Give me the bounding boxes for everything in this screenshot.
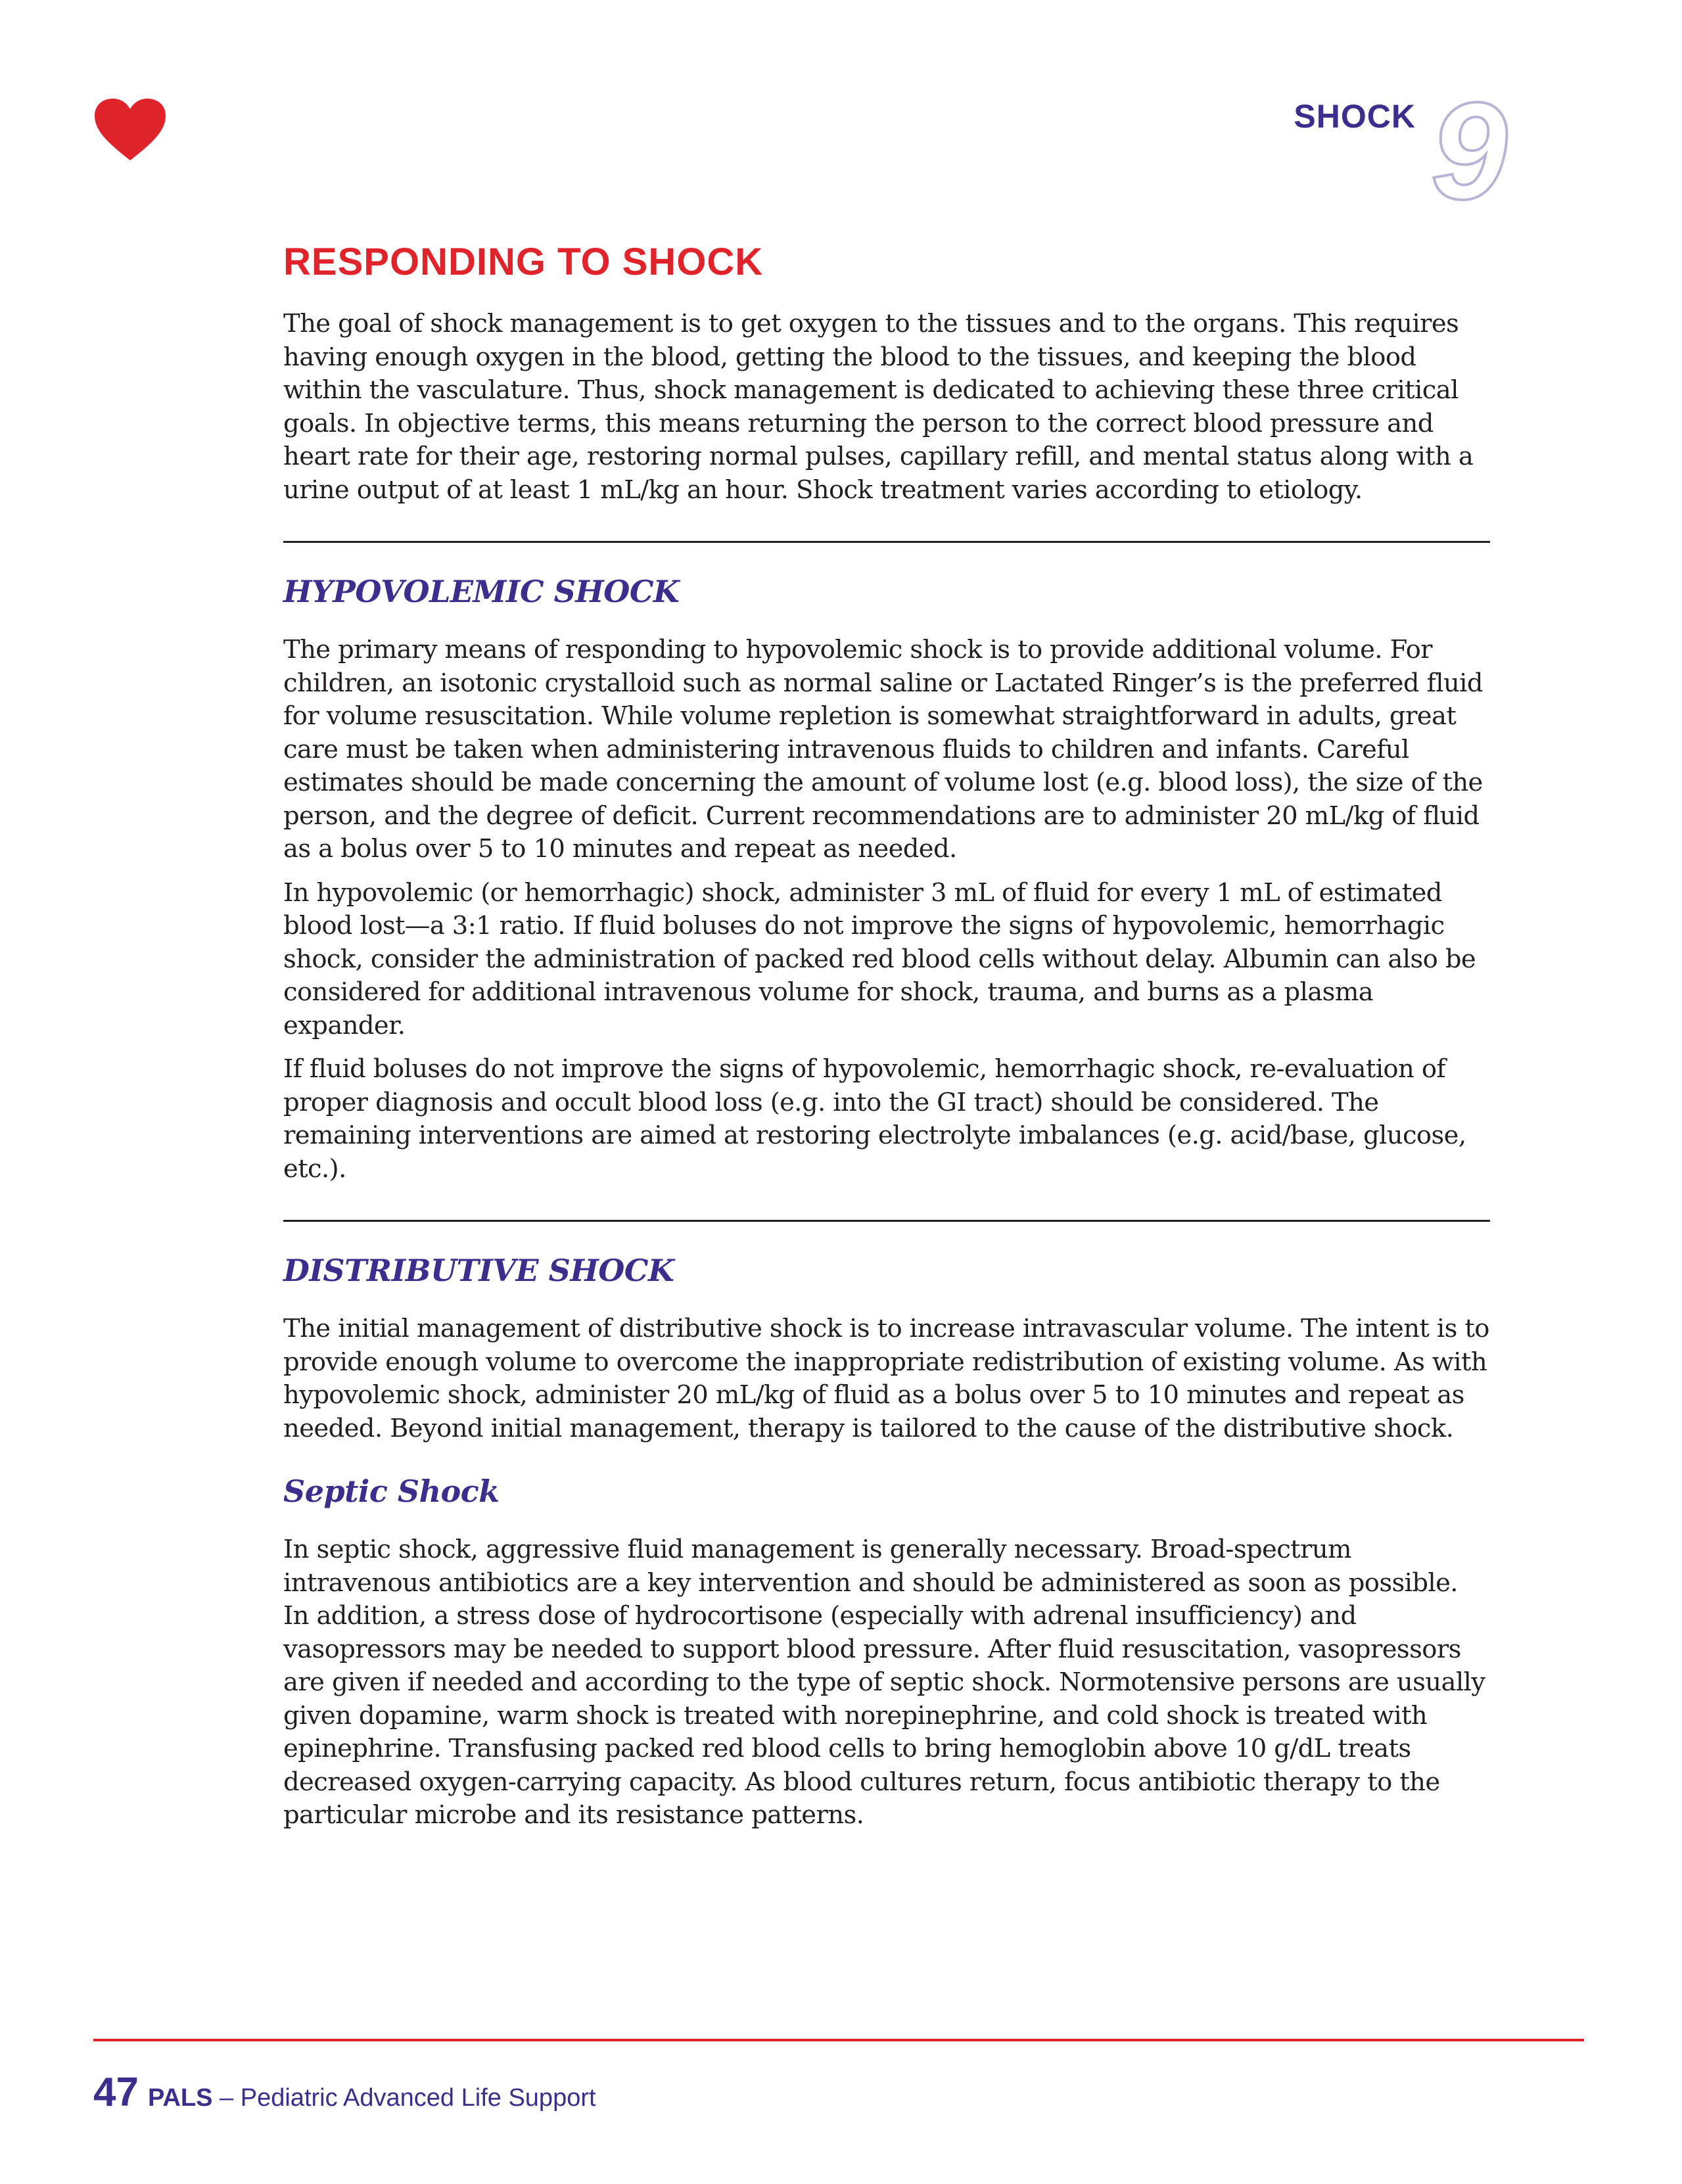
page-number: 47 <box>93 2070 139 2115</box>
footer-brand: PALS <box>147 2084 213 2112</box>
svg-text:9: 9 <box>1430 87 1508 218</box>
footer-divider <box>93 2039 1584 2041</box>
footer-subtitle: – Pediatric Advanced Life Support <box>212 2084 596 2112</box>
section-divider <box>283 541 1490 543</box>
hypovolemic-paragraph: In hypovolemic (or hemorrhagic) shock, administer 3 mL of fluid for every 1 mL of estimated blood lost—a 3:1 ratio. If fluid boluses do not improve the signs of hypovolemic, hemorrhagic shock, consider the administration of packed red blood cells without delay. Albumin can also be considered for additional intravenous volume for shock, trauma, and burns as a plasma expander. <box>283 877 1476 1040</box>
intro-paragraph: The goal of shock management is to get oxygen to the tissues and to the organs. This requires having enough oxygen in the blood, getting the blood to the tissues, and keeping the blood within the vasculature. Thus, shock management is dedicated to achieving these three critical goals. In objective terms, this means returning the person to the correct blood pressure and heart rate for their age, restoring normal pulses, capillary refill, and mental status along with a urine output of at least 1 mL/kg an hour. Shock treatment varies according to etiology. <box>283 309 1474 505</box>
distributive-heading: DISTRIBUTIVE SHOCK <box>283 1253 674 1288</box>
hypovolemic-heading: HYPOVOLEMIC SHOCK <box>283 574 680 609</box>
chapter-number <box>1416 87 1522 218</box>
footer <box>93 2069 596 2116</box>
main-content <box>283 238 1490 1843</box>
heart-icon <box>93 97 167 163</box>
hypovolemic-paragraph: The primary means of responding to hypovolemic shock is to provide additional volume. For children, an isotonic crystalloid such as normal saline or Lactated Ringer’s is the preferred fluid for volume resuscitation. While volume repletion is somewhat straightforward in adults, great care must be taken when administering intravenous fluids to children and infants. Careful estimates should be made concerning the amount of volume lost (e.g. blood loss), the size of the person, and the degree of deficit. Current recommendations are to administer 20 mL/kg of fluid as a bolus over 5 to 10 minutes and repeat as needed. <box>283 635 1483 864</box>
hypovolemic-paragraph: If fluid boluses do not improve the signs of hypovolemic, hemorrhagic shock, re-evaluation of proper diagnosis and occult blood loss (e.g. into the GI tract) should be considered. The remaining interventions are aimed at restoring electrolyte imbalances (e.g. acid/base, glucose, etc.). <box>283 1054 1466 1184</box>
section-divider <box>283 1220 1490 1222</box>
septic-heading: Septic Shock <box>283 1474 500 1509</box>
chapter-label: SHOCK <box>1294 98 1416 135</box>
distributive-paragraph: The initial management of distributive shock is to increase intravascular volume. The intent is to provide enough volume to overcome the inappropriate redistribution of existing volume. As with hypovolemic shock, administer 20 mL/kg of fluid as a bolus over 5 to 10 minutes and repeat as needed. Beyond initial management, therapy is tailored to the cause of the distributive shock. <box>283 1314 1489 1443</box>
section-title: RESPONDING TO SHOCK <box>283 241 764 283</box>
septic-paragraph: In septic shock, aggressive fluid management is generally necessary. Broad-spectrum intravenous antibiotics are a key intervention and should be administered as soon as possible. In addition, a stress dose of hydrocortisone (especially with adrenal insufficiency) and vasopressors may be needed to support blood pressure. After fluid resuscitation, vasopressors are given if needed and according to the type of septic shock. Normotensive persons are usually given dopamine, warm shock is treated with norepinephrine, and cold shock is treated with epinephrine. Transfusing packed red blood cells to bring hemoglobin above 10 g/dL treats decreased oxygen-carrying capacity. As blood cultures return, focus antibiotic therapy to the particular microbe and its resistance patterns. <box>283 1535 1485 1830</box>
